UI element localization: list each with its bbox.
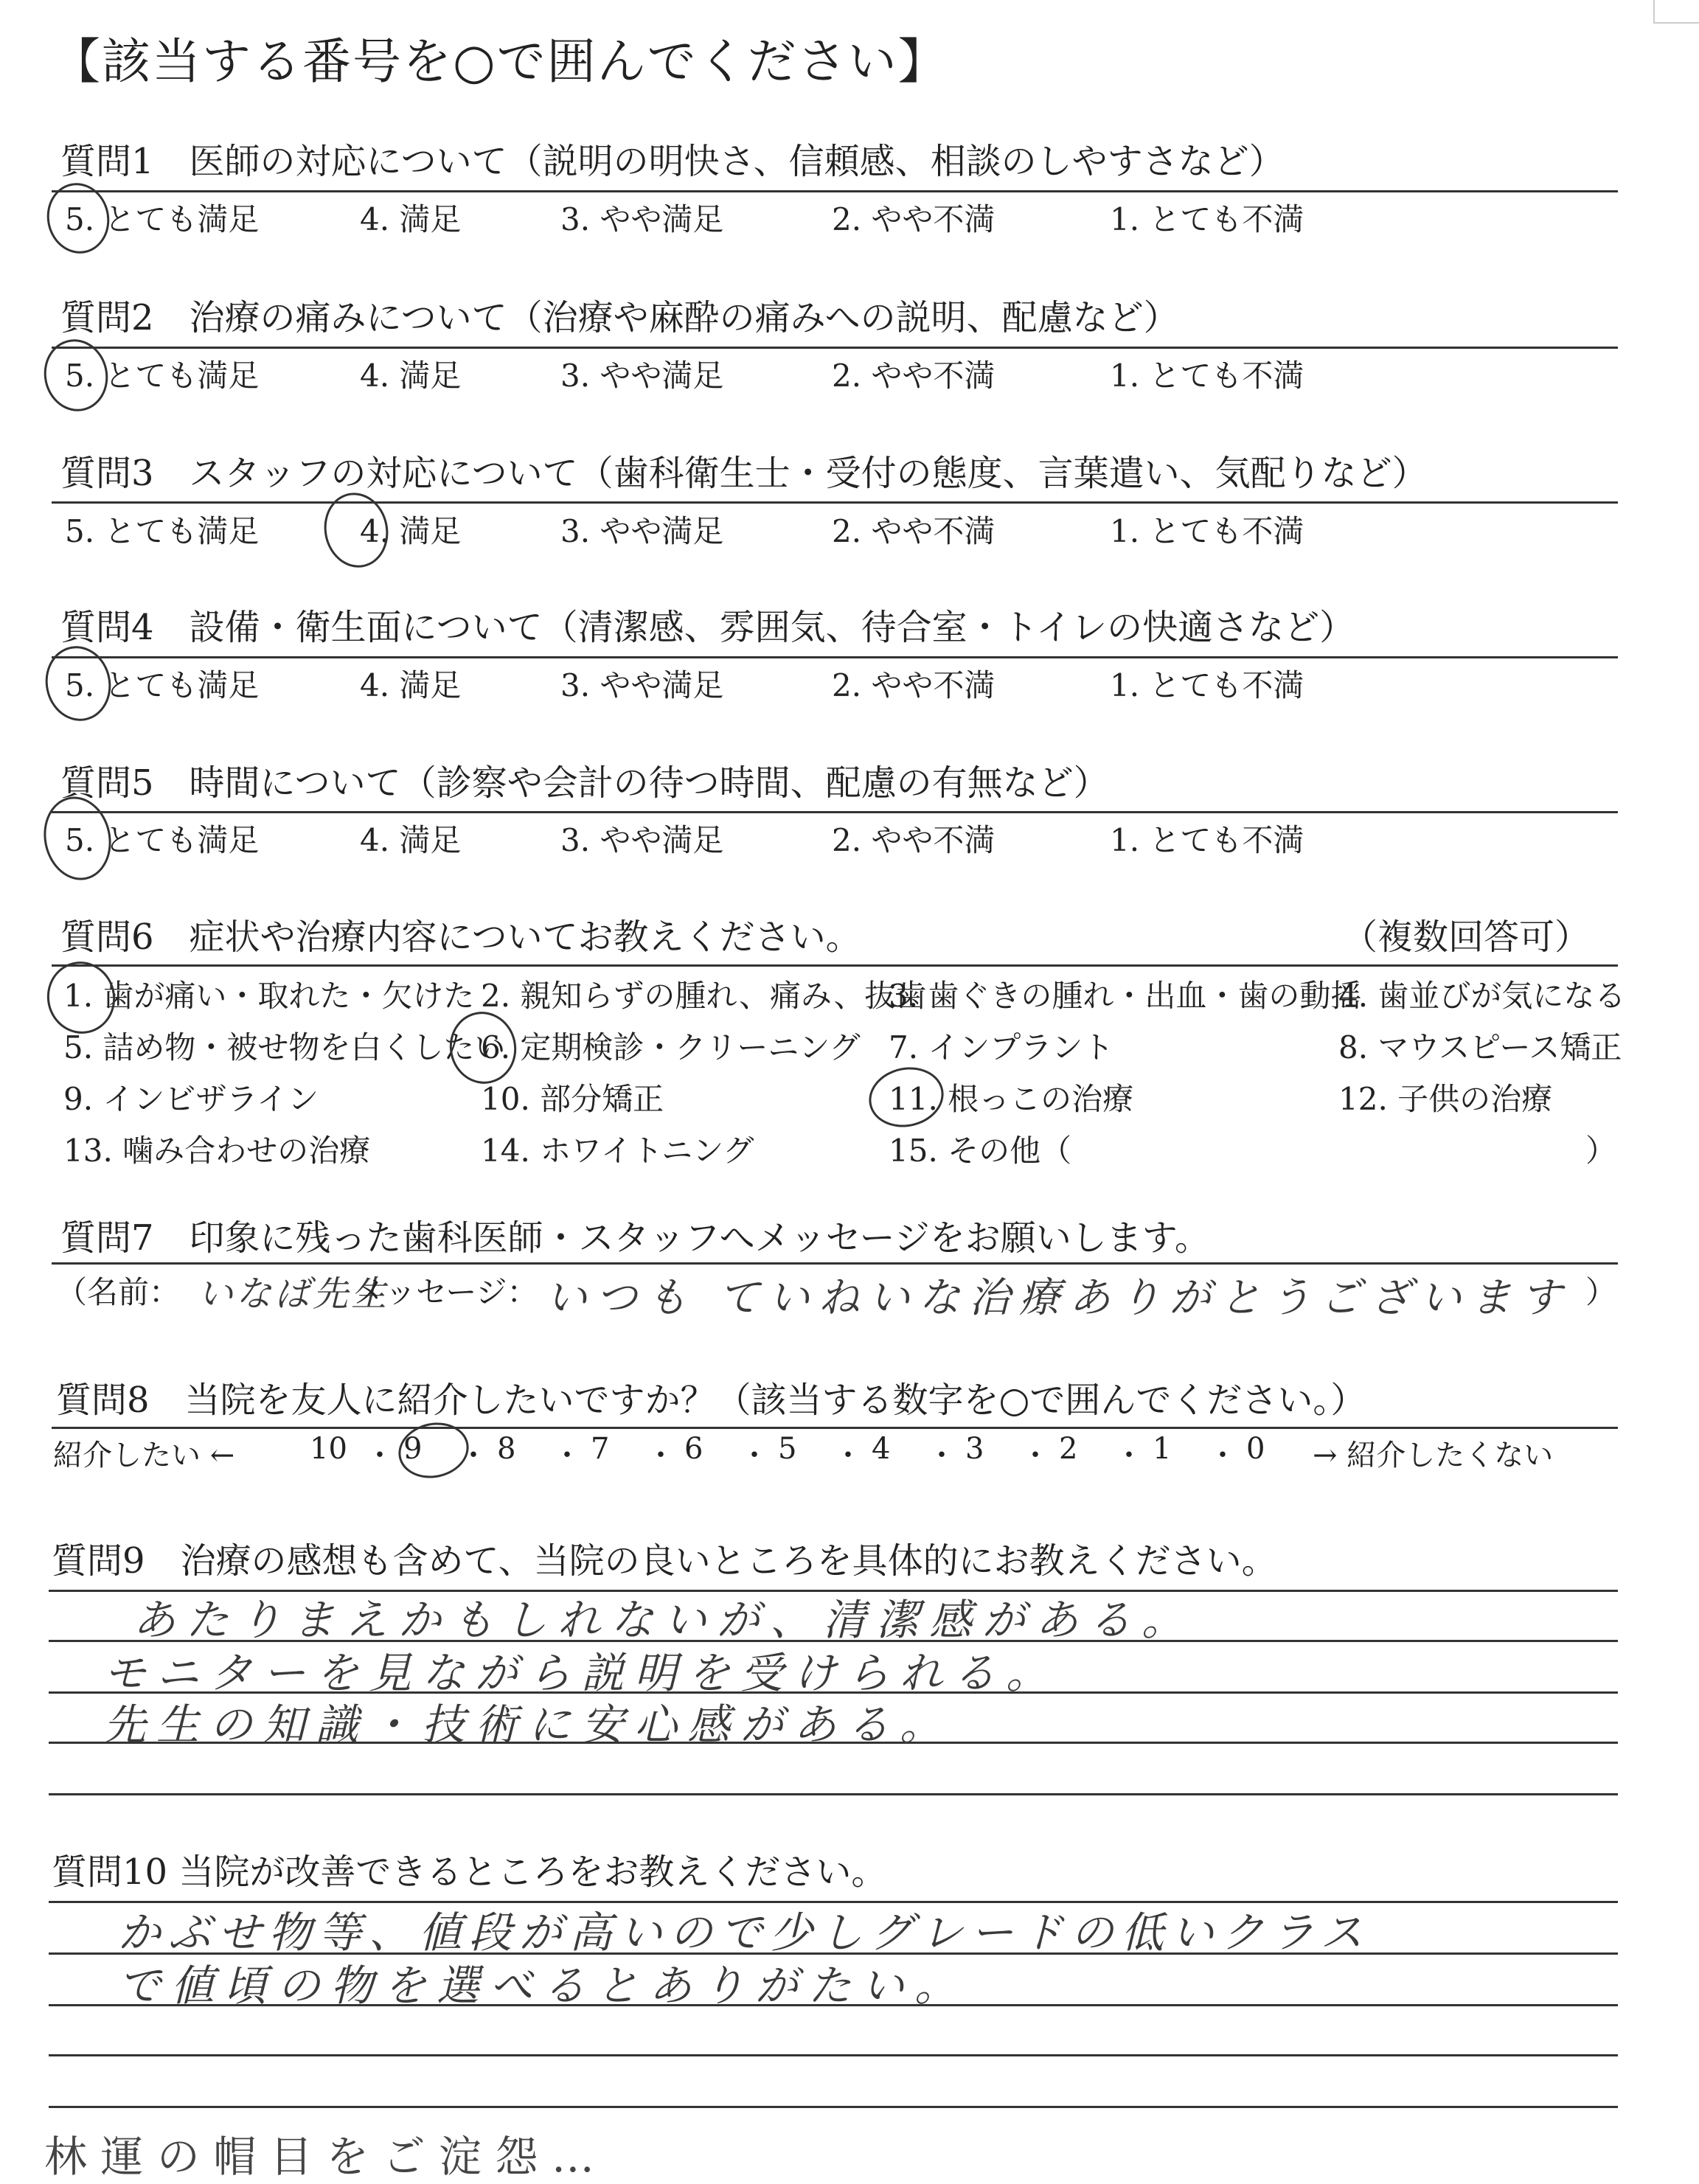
q2-option-3[interactable]: 3. やや満足 (560, 358, 724, 394)
q8-scale-value-7[interactable]: 7 (591, 1432, 610, 1466)
q6-title: 質問6 症状や治療内容についてお教えください。 (60, 917, 861, 958)
q3-option-1[interactable]: 1. とても不満 (1110, 513, 1304, 549)
q8-title: 質問8 当院を友人に紹介したいですか？（該当する数字を○で囲んでください。） (56, 1380, 1366, 1421)
q5-option-2[interactable]: 2. やや不満 (832, 822, 996, 858)
q10-answer-line-1: かぶせ物等、値段が高いので少しグレードの低いクラス (118, 1907, 1371, 1958)
q7-close-paren: ） (1585, 1274, 1617, 1310)
q8-scale-value-9[interactable]: 9 (403, 1432, 423, 1466)
q6-option-9[interactable]: 9. インビザライン (63, 1081, 319, 1117)
q6-option-3[interactable]: 3. 歯ぐきの腫れ・出血・歯の動揺 (889, 978, 1362, 1014)
q2-rule (52, 347, 1618, 349)
instruction-heading: 【該当する番号を○で囲んでください】 (52, 33, 948, 90)
q8-scale-value-2[interactable]: 2 (1059, 1432, 1078, 1466)
q3-title: 質問3 スタッフの対応について（歯科衛生士・受付の態度、言葉遣い、気配りなど） (60, 453, 1428, 494)
q8-scale-separator: ・ (1021, 1439, 1050, 1472)
q6-option-11[interactable]: 11. 根っこの治療 (889, 1081, 1134, 1117)
q9-rule-5 (49, 1793, 1618, 1795)
q6-option-8[interactable]: 8. マウスピース矯正 (1338, 1029, 1622, 1065)
q5-option-5[interactable]: 5. とても満足 (65, 822, 260, 858)
q1-option-2[interactable]: 2. やや不満 (832, 201, 996, 237)
q6-option-4[interactable]: 4. 歯並びが気になる (1338, 978, 1626, 1014)
q2-title: 質問2 治療の痛みについて（治療や麻酔の痛みへの説明、配慮など） (60, 297, 1179, 338)
q7-rule (52, 1262, 1618, 1265)
q6-option-12[interactable]: 12. 子供の治療 (1338, 1081, 1553, 1117)
q6-option-6[interactable]: 6. 定期検診・クリーニング (481, 1029, 861, 1065)
q8-scale-value-10[interactable]: 10 (310, 1432, 347, 1466)
q8-scale-value-3[interactable]: 3 (965, 1432, 984, 1466)
q6-option-13[interactable]: 13. 噛み合わせの治療 (63, 1133, 371, 1169)
q8-scale-value-8[interactable]: 8 (497, 1432, 516, 1466)
q6-selection-circle-11 (864, 1060, 949, 1133)
q10-title: 質問10 当院が改善できるところをお教えください。 (52, 1851, 887, 1893)
q3-option-3[interactable]: 3. やや満足 (560, 513, 724, 549)
q8-scale-separator: ・ (927, 1439, 956, 1472)
q4-option-3[interactable]: 3. やや満足 (560, 667, 724, 703)
q3-selection-circle (317, 487, 395, 574)
q7-title: 質問7 印象に残った歯科医師・スタッフへメッセージをお願いします。 (60, 1217, 1210, 1259)
q8-scale-separator: ・ (459, 1439, 488, 1472)
q1-option-5[interactable]: 5. とても満足 (65, 201, 260, 237)
q8-scale-separator: ・ (646, 1439, 675, 1472)
q2-option-2[interactable]: 2. やや不満 (832, 358, 996, 394)
q5-title: 質問5 時間について（診察や会計の待つ時間、配慮の有無など） (60, 762, 1109, 804)
q5-option-3[interactable]: 3. やや満足 (560, 822, 724, 858)
q8-scale-value-4[interactable]: 4 (872, 1432, 891, 1466)
q6-option-5[interactable]: 5. 詰め物・被せ物を白くしたい (63, 1029, 506, 1065)
q10-rule-5 (49, 2106, 1618, 2108)
q9-title: 質問9 治療の感想も含めて、当院の良いところを具体的にお教えください。 (52, 1540, 1277, 1582)
q7-name-handwritten[interactable]: いなば先生 (198, 1273, 390, 1315)
q8-scale-value-1[interactable]: 1 (1153, 1432, 1172, 1466)
q5-option-1[interactable]: 1. とても不満 (1110, 822, 1304, 858)
q9-answer-line-2: モニターを見ながら説明を受けられる。 (103, 1648, 1060, 1698)
q10-answer-line-2: で値頃の物を選べるとありがたい。 (118, 1961, 968, 2011)
q8-left-label: 紹介したい ← (53, 1439, 235, 1472)
q3-option-2[interactable]: 2. やや不満 (832, 513, 996, 549)
q4-option-1[interactable]: 1. とても不満 (1110, 667, 1304, 703)
q6-option-1[interactable]: 1. 歯が痛い・取れた・欠けた (63, 978, 475, 1014)
q7-name-label: （名前： (56, 1274, 181, 1310)
q6-multiple-note: （複数回答可） (1342, 917, 1591, 958)
q2-option-1[interactable]: 1. とても不満 (1110, 358, 1304, 394)
q7-message-label: メッセージ： (354, 1274, 538, 1310)
q1-option-3[interactable]: 3. やや満足 (560, 201, 724, 237)
q8-rule (52, 1427, 1618, 1429)
q1-option-4[interactable]: 4. 満足 (360, 201, 462, 237)
q6-rule (52, 964, 1618, 967)
q8-scale-value-5[interactable]: 5 (778, 1432, 797, 1466)
q10-rule-4 (49, 2054, 1618, 2056)
q1-option-1[interactable]: 1. とても不満 (1110, 201, 1304, 237)
q5-rule (52, 811, 1618, 813)
q4-option-2[interactable]: 2. やや不満 (832, 667, 996, 703)
q2-option-4[interactable]: 4. 満足 (360, 358, 462, 394)
q8-scale-value-0[interactable]: 0 (1246, 1432, 1265, 1466)
q8-right-label: → 紹介したくない (1313, 1439, 1554, 1472)
q6-option-7[interactable]: 7. インプラント (889, 1029, 1114, 1065)
q8-scale-separator: ・ (1208, 1439, 1237, 1472)
q4-selection-circle (38, 640, 117, 727)
q8-scale-separator: ・ (1114, 1439, 1144, 1472)
q2-option-5[interactable]: 5. とても満足 (65, 358, 260, 394)
q6-option-10[interactable]: 10. 部分矯正 (481, 1081, 664, 1117)
q8-scale-value-6[interactable]: 6 (684, 1432, 703, 1466)
q8-scale-separator: ・ (552, 1439, 582, 1472)
q8-scale-separator: ・ (365, 1439, 395, 1472)
q4-option-4[interactable]: 4. 満足 (360, 667, 462, 703)
q1-rule (52, 190, 1618, 192)
q7-message-handwritten[interactable]: いつも ていねいな治療ありがとうございます (546, 1274, 1571, 1322)
footer-partial-text: 林 運 の 帽 目 を ご 淀 怨 … (44, 2132, 594, 2182)
q6-option-15-close: ） (1585, 1133, 1617, 1169)
q5-option-4[interactable]: 4. 満足 (360, 822, 462, 858)
q3-option-5[interactable]: 5. とても満足 (65, 513, 260, 549)
q3-rule (52, 501, 1618, 504)
q4-option-5[interactable]: 5. とても満足 (65, 667, 260, 703)
q9-answer-line-3: 先生の知識・技術に安心感がある。 (103, 1700, 953, 1750)
q8-scale-separator: ・ (740, 1439, 769, 1472)
page-corner-mark (1653, 0, 1699, 24)
q1-title: 質問1 医師の対応について（説明の明快さ、信頼感、相談のしやすさなど） (60, 141, 1285, 182)
q4-title: 質問4 設備・衛生面について（清潔感、雰囲気、待合室・トイレの快適さなど） (60, 607, 1355, 648)
q6-option-2[interactable]: 2. 親知らずの腫れ、痛み、抜歯 (481, 978, 927, 1014)
q9-answer-line-1: あたりまえかもしれないが、清潔感がある。 (133, 1595, 1195, 1645)
q6-option-15[interactable]: 15. その他（ (889, 1133, 1072, 1169)
q8-scale-separator: ・ (833, 1439, 863, 1472)
q4-rule (52, 656, 1618, 658)
q3-option-4[interactable]: 4. 満足 (360, 513, 462, 549)
q6-option-14[interactable]: 14. ホワイトニング (481, 1133, 754, 1169)
